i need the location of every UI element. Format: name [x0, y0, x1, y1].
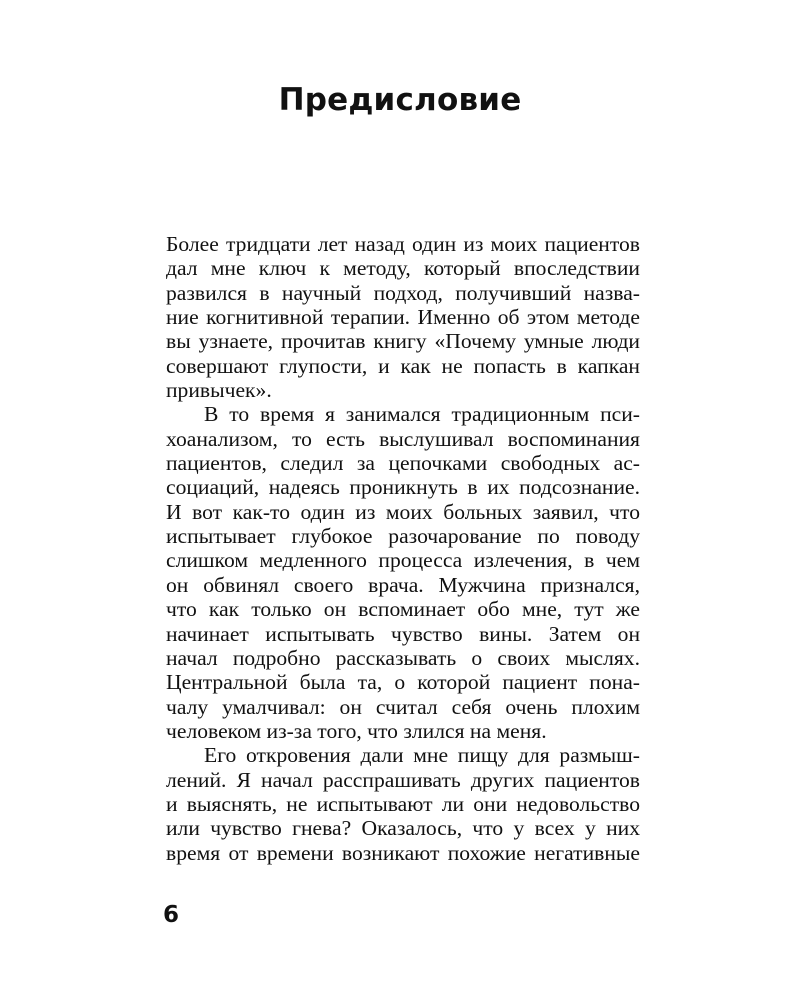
text-line: начал подробно рассказывать о своих мыслях. [166, 645, 640, 670]
text-line: вы узнаете, прочитав книгу «Почему умные люди [166, 329, 640, 354]
text-line: Более тридцати лет назад один из моих пациентов [166, 232, 640, 256]
text-line: пациентов, следил за цепочками свободных ас- [166, 451, 640, 476]
text-line: ние когнитивной терапии. Именно об этом методе [166, 305, 640, 330]
text-line: развился в научный подход, получивший назва- [166, 280, 640, 305]
text-line: что как только он вспоминает обо мне, тут же [166, 597, 640, 622]
text-line: или чувство гнева? Оказалось, что у всех у них [166, 816, 640, 841]
page-number: 6 [163, 902, 180, 928]
text-line: лений. Я начал расспрашивать других пациентов [166, 767, 640, 792]
paragraph-3 [166, 743, 640, 865]
text-line: хоанализом, то есть выслушивал воспоминания [166, 426, 640, 451]
text-line: дал мне ключ к методу, который впоследствии [166, 256, 640, 281]
paragraph-2 [166, 402, 640, 743]
text-line: слишком медленного процесса излечения, в чем [166, 548, 640, 573]
text-line: испытывает глубокое разочарование по поводу [166, 524, 640, 549]
text-line: социаций, надеясь проникнуть в их подсознание. [166, 475, 640, 500]
paragraph-1 [166, 232, 640, 402]
text-line: он обвинял своего врача. Мужчина признался, [166, 572, 640, 597]
text-line: время от времени возникают похожие негативные [166, 840, 640, 865]
text-line: Центральной была та, о которой пациент пона- [166, 670, 640, 695]
text-line: совершают глупости, и как не попасть в капкан [166, 353, 640, 378]
text-line: чалу умалчивал: он считал себя очень плохим [166, 694, 640, 719]
text-line: человеком из-за того, что злился на меня. [166, 718, 547, 743]
text-line: и выяснять, не испытывают ли они недовольство [166, 791, 640, 816]
text-line: Его откровения дали мне пищу для размыш- [204, 743, 640, 768]
text-line: привычек». [166, 378, 272, 403]
text-line: начинает испытывать чувство вины. Затем он [166, 621, 640, 646]
text-line: В то время я занимался традиционным пси- [204, 402, 640, 427]
chapter-title: Предисловие [278, 82, 522, 118]
body-text [166, 232, 640, 865]
text-line: И вот как-то один из моих больных заявил, что [166, 499, 640, 524]
